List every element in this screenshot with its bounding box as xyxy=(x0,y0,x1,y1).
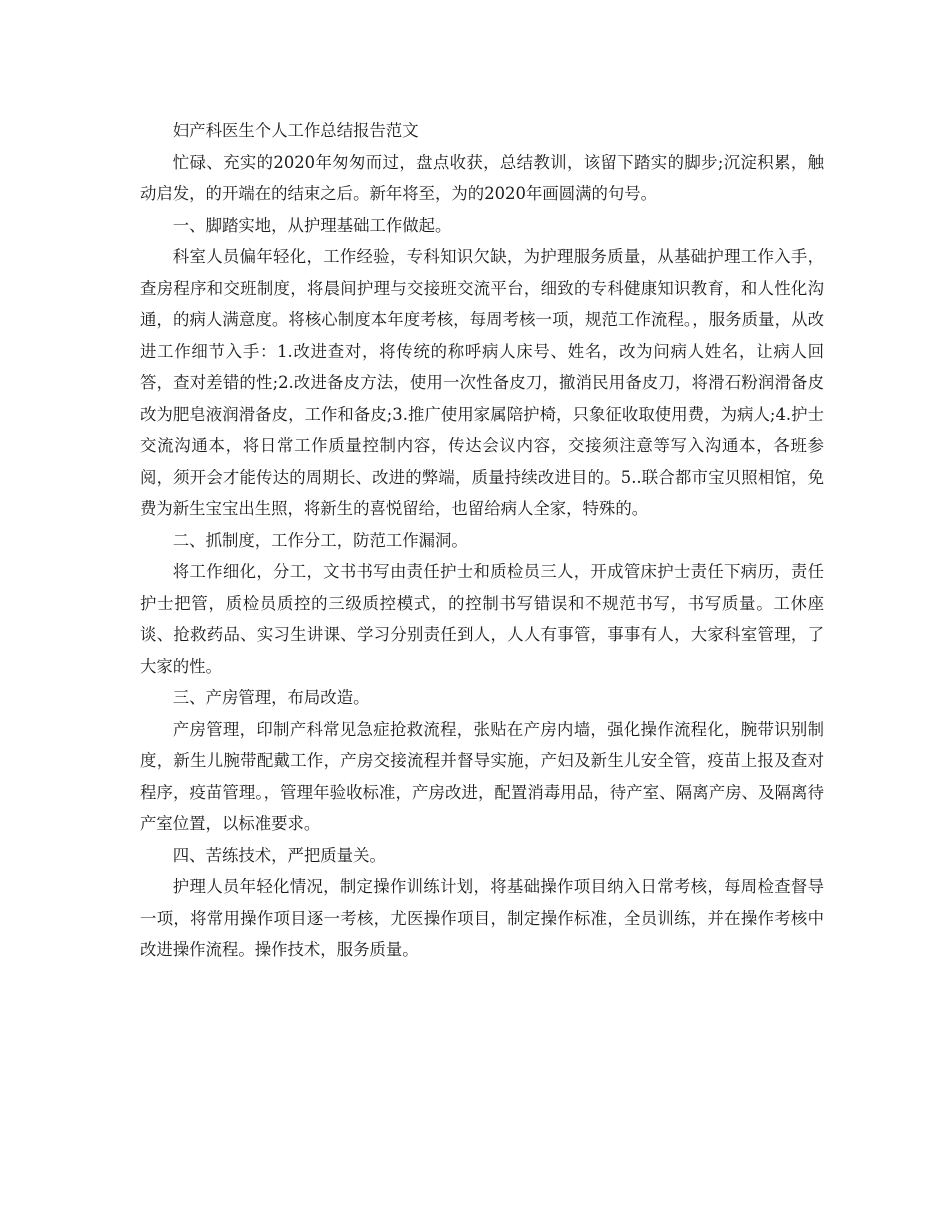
section-heading-3: 三、产房管理，布局改造。 xyxy=(172,688,370,707)
paragraph-intro: 忙碌、充实的2020年匆匆而过，盘点收获，总结教训，该留下踏实的脚步;沉淀积累，触动启发，的开端在的结束之后。新年将至，为的2020年画圆满的句号。 xyxy=(140,152,824,203)
document-body xyxy=(140,115,824,966)
paragraph-section-1: 科室人员偏年轻化，工作经验，专科知识欠缺，为护理服务质量，从基础护理工作入手，查房程序和交班制度，将晨间护理与交接班交流平台，细致的专科健康知识教育，和人性化沟通，的病人满意度。将核心制度本年度考核，每周考核一项，规范工作流程。，服务质量，从改进工作细节入手：1.改进查对，将传统的称呼病人床号、姓名，改为问病人姓名，让病人回答，查对差错的性;2.改进备皮方法，使用一次性备皮刀，撤消民用备皮刀，将滑石粉润滑备皮改为肥皂液润滑备皮，工作和备皮;3.推广使用家属陪护椅，只象征收取使用费，为病人;4.护士交流沟通本，将日常工作质量控制内容，传达会议内容，交接须注意等写入沟通本，各班参阅，须开会才能传达的周期长、改进的弊端，质量持续改进目的。5..联合都市宝贝照相馆，免费为新生宝宝出生照，将新生的喜悦留给，也留给病人全家，特殊的。 xyxy=(140,247,824,518)
paragraph-section-4: 护理人员年轻化情况，制定操作训练计划，将基础操作项目纳入日常考核，每周检查督导一项，将常用操作项目逐一考核，尤医操作项目，制定操作标准，全员训练，并在操作考核中改进操作流程。操作技术，服务质量。 xyxy=(140,877,824,959)
paragraph-section-2: 将工作细化，分工，文书书写由责任护士和质检员三人，开成管床护士责任下病历，责任护士把管，质检员质控的三级质控模式，的控制书写错误和不规范书写，书写质量。工休座谈、抢救药品、实习生讲课、学习分别责任到人，人人有事管，事事有人，大家科室管理，了大家的性。 xyxy=(140,562,824,676)
document-title: 妇产科医生个人工作总结报告范文 xyxy=(172,121,419,140)
paragraph-section-3: 产房管理，印制产科常见急症抢救流程，张贴在产房内墙，强化操作流程化，腕带识别制度，新生儿腕带配戴工作，产房交接流程并督导实施，产妇及新生儿安全管，疫苗上报及查对程序，疫苗管理。，管理年验收标准，产房改进，配置消毒用品，待产室、隔离产房、及隔离待产室位置，以标准要求。 xyxy=(140,719,824,833)
section-heading-1: 一、脚踏实地，从护理基础工作做起。 xyxy=(172,215,452,235)
section-heading-4: 四、苦练技术，严把质量关。 xyxy=(172,845,386,865)
section-heading-2: 二、抓制度，工作分工，防范工作漏洞。 xyxy=(172,530,468,550)
